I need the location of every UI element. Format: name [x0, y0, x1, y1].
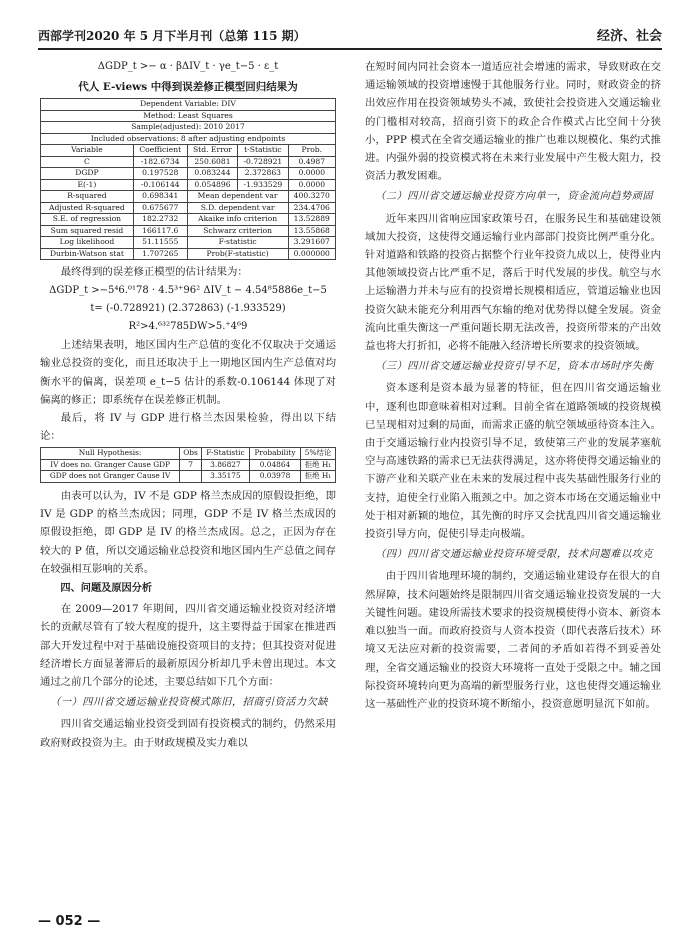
subsection-heading: （三）四川省交通运输业投资引导不足，资本市场时序失衡 [375, 361, 654, 373]
table-header-cell: Variable [41, 145, 134, 157]
table-cell: 0.675677 [133, 202, 187, 214]
table-cell: 3.35175 [201, 471, 249, 483]
table-cell: 0.4987 [288, 156, 335, 168]
table-cell: IV does no. Granger Cause GDP [41, 459, 180, 471]
table-header-cell: t-Statistic [238, 145, 288, 157]
table-cell: DGDP [41, 168, 134, 180]
table-cell: 0.0000 [288, 168, 335, 180]
table-row [41, 99, 336, 111]
table-row [41, 145, 336, 157]
paragraph: 在短时间内同社会资本一道适应社会增速的需求，导致财政在交通运输领域的投资增速慢于其他服务行业。同时，财政资金的挤出效应作用在投资领域势头不减，致使社会投资进入交通运输业的门槛相对较高，招商引资下的政企合作模式占比空间十分狭小，PPP 模式在全省交通运输业的推广也难以规模化、集约式推进。内强外弱的投资模式将在未来行业发展中产生极大阻力，投资活力教发困难。 [365, 61, 661, 183]
table-cell: 拒绝 H₁ [301, 459, 336, 471]
page-number: — 052 — [38, 914, 101, 929]
table-row [41, 168, 336, 180]
table-row [41, 110, 336, 122]
table-row [41, 156, 336, 168]
table-cell: Schwarz criterion [187, 225, 288, 237]
table-cell: Prob(F-statistic) [187, 248, 288, 260]
table-cell: 7 [180, 459, 202, 471]
table-title-cell: Method: Least Squares [41, 110, 336, 122]
journal-title: 西部学刊2020 年 5 月下半月刊（总第 115 期） [38, 29, 306, 43]
table-cell: Durbin-Watson stat [41, 248, 134, 260]
table-cell: 1.707265 [133, 248, 187, 260]
table-cell: E(-1) [41, 179, 134, 191]
table-cell: 234.4706 [288, 202, 335, 214]
paragraph: 由表可以认为，IV 不是 GDP 格兰杰成因的原假设拒绝，即 IV 是 GDP 的格兰杰成因；同理，GDP 不是 IV 格兰杰成因的原假设拒绝，即 GDP 是 IV 的格兰杰成因。总之，正因为存在较大的 P 值，所以交通运输业总投资和地区国内生产总值之间存在较强相互影响的关系。 [40, 489, 336, 575]
table-cell: 13.55868 [288, 225, 335, 237]
subsection-heading: （一）四川省交通运输业投资模式陈旧，招商引资活力欠缺 [50, 697, 329, 709]
equation-2: t= (-0.728921) (2.372863) (-1.933529) [90, 302, 286, 314]
equation-3: R²>4.⁶³²785DW>5.⁺4⁶9 [128, 321, 248, 333]
table-row [41, 214, 336, 226]
table-cell: 182.2732 [133, 214, 187, 226]
table-cell: 0.197528 [133, 168, 187, 180]
table-row [41, 448, 336, 460]
table-header-cell: F-Statistic [201, 448, 249, 460]
page-header [38, 22, 662, 50]
table-cell: 0.03978 [249, 471, 300, 483]
table-cell: C [41, 156, 134, 168]
paragraph: 最后，将 IV 与 GDP 进行格兰杰因果检验，得出以下结论： [40, 412, 336, 443]
table-cell: 拒绝 H₁ [301, 471, 336, 483]
table-header-cell: Probability [249, 448, 300, 460]
table-row [41, 237, 336, 249]
table-row [41, 202, 336, 214]
table-cell: 2.372863 [238, 168, 288, 180]
table-header-cell: Coefficient [133, 145, 187, 157]
regression-table [40, 98, 336, 260]
table-row [41, 471, 336, 483]
table-row [41, 179, 336, 191]
table-cell: GDP does not Granger Cause IV [41, 471, 180, 483]
paragraph: 上述结果表明，地区国内生产总值的变化不仅取决于交通运输业总投资的变化，而且还取决于上一期地区国内生产总值对均衡水平的偏离，误差项 e_t−5 估计的系数-0.106144 体现了对偏离的修正；即系统存在误差修正机制。 [40, 339, 336, 406]
table-cell: 400.3270 [288, 191, 335, 203]
table-header-cell: Null Hypothesis: [41, 448, 180, 460]
table-cell: 0.083244 [187, 168, 238, 180]
paragraph: 四川省交通运输业投资受到固有投资模式的制约，仍然采用政府财政投资为主。由于财政规模及实力难以 [40, 718, 336, 749]
section-heading: 四、问题及原因分析 [60, 582, 153, 594]
paragraph: 由于四川省地理环境的制约，交通运输业建设存在很大的自然屏障，技术问题始终是限制四川省交通运输业投资发展的一大关键性问题。建设所需技术要求的投资规模使得小资本、新资本难以独当一面。而政府投资与人资本投资（即代表落后技术）环境又无法应对新的投资需要，二者间的矛盾如若得不到妥善处理，全省交通运输业的投资大环境将一直处于受限之中。辅之国际投资环境转向更为高端的新型服务行业，这也使得交通运输业这一基础性产业的投资环境不断缩小，投资意愿明显沉下如前。 [365, 570, 661, 710]
table-cell: 0.698341 [133, 191, 187, 203]
table-cell: Akaike info criterion [187, 214, 288, 226]
table-cell: -1.933529 [238, 179, 288, 191]
table-title-cell: Dependent Variable: DIV [41, 99, 336, 111]
table-cell: S.D. dependent var [187, 202, 288, 214]
paragraph: 在 2009—2017 年期间，四川省交通运输业投资对经济增长的贡献尽管有了较大程度的提升，这主要得益于国家在推进西部大开发过程中对于基础设施投资项目的支持；但其投资对促进经济增长方面显著滞后的最新原因分析却几乎未曾出现过。本文通过之前几个部分的论述，主要总结如下几个方面： [40, 603, 336, 688]
left-column [40, 58, 336, 752]
estimate-intro: 最终得到的误差修正模型的估计结果为： [60, 266, 248, 279]
table-row [41, 122, 336, 134]
paragraph: 近年来四川省响应国家政策号召，在服务民生和基础建设领域加大投资，这使得交通运输行业内部部门投资比例严重分化。针对道路和铁路的投资占据整个行业年投资九成以上，使得业内其他领域投资占比严重不足，落后于时代发展的步伐。航空与水上运输潜力并未与应有的投资增长规模相适应，管道运输业也因投资欠缺未能充分利用西气东输的绝对优势得以健全发展。资金流向比重失衡这一严重问题长期无法改善，投资所带来的产出效益也将大打折扣，必将不能融入经济增长所要求的投资领域。 [365, 212, 661, 353]
table-cell: -0.728921 [238, 156, 288, 168]
table-title-cell: Sample(adjusted): 2010 2017 [41, 122, 336, 134]
table-row [41, 225, 336, 237]
table-cell: 250.6081 [187, 156, 238, 168]
table-cell: -182.6734 [133, 156, 187, 168]
table-row [41, 248, 336, 260]
table-title-cell: Included observations: 8 after adjusting endpoints [41, 133, 336, 145]
table-cell: 0.04864 [249, 459, 300, 471]
table-row [41, 191, 336, 203]
table-header-cell: 5%结论 [301, 448, 336, 460]
table-cell: 51.11555 [133, 237, 187, 249]
table-cell: 3.86827 [201, 459, 249, 471]
table-cell: Mean dependent var [187, 191, 288, 203]
table-header-cell: Obs [180, 448, 202, 460]
table-cell: 13.52889 [288, 214, 335, 226]
table-cell: 166117.6 [133, 225, 187, 237]
table-cell [180, 471, 202, 483]
paragraph: 资本逐利是资本最为显著的特征，但在四川省交通运输业中，逐利也即意味着相对过剩。目前全省在道路领域的投资规模已呈现相对过剩的局面，而需求正盛的航空领域亟待资本注入。由于交通运输行业内投资引导不足，致使第三产业的发展茅塞航空与高速铁路的需求已无法获得满足，这亦将使得交通运输业的下游产业和关联产业在未来的发展过程中丧失基础性服务行业的支持，迫使全行业陷入瓶颈之中。加之资本市场在交通运输业中处于相对新颖的地位，其先衡的时序又会扰乱四川省交通运输业投资引导方向，促使引导走向极端。 [365, 382, 661, 541]
table-header-cell: Std. Error [187, 145, 238, 157]
table-header-cell: Prob. [288, 145, 335, 157]
table-cell: Log likelihood [41, 237, 134, 249]
table-cell: 0.000000 [288, 248, 335, 260]
table-cell: Sum squared resid [41, 225, 134, 237]
table-caption: 代人 E-views 中得到误差修正模型回归结果为 [78, 81, 298, 94]
table-cell: 0.0000 [288, 179, 335, 191]
equation-top: ΔGDP_t >− α · βΔIV_t · γe_t−5 · ε_t [97, 61, 279, 72]
granger-table [40, 447, 336, 483]
table-cell: 3.291607 [288, 237, 335, 249]
equation-1: ΔGDP_t >−5⁴6.⁰¹78 · 4.5³⁺96² ΔIV_t − 4.54⁸5886e_t−5 [49, 284, 327, 296]
right-column [365, 58, 661, 713]
subsection-heading: （二）四川省交通运输业投资方向单一，资金流向趋势顽固 [375, 191, 654, 203]
table-cell: Adjusted R-squared [41, 202, 134, 214]
table-cell: -0.106144 [133, 179, 187, 191]
table-row [41, 459, 336, 471]
table-cell: S.E. of regression [41, 214, 134, 226]
section-label: 经济、社会 [596, 29, 662, 44]
table-cell: R-squared [41, 191, 134, 203]
table-row [41, 133, 336, 145]
table-cell: F-statistic [187, 237, 288, 249]
subsection-heading: （四）四川省交通运输业投资环境受限，技术问题难以攻克 [375, 549, 654, 561]
table-cell: 0.054896 [187, 179, 238, 191]
